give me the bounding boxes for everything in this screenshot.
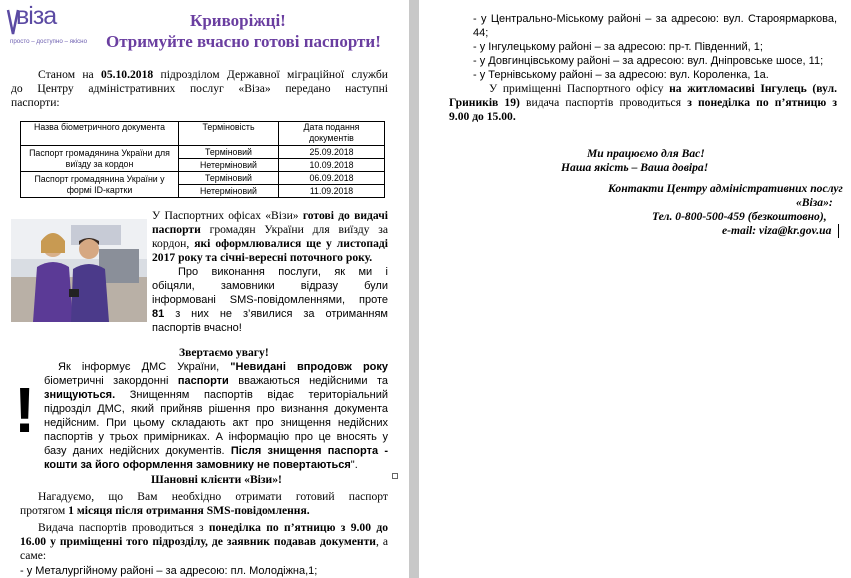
intro-line2: до Центру адміністративних послуг «Віза» передано наступні [11,82,388,95]
clients-heading: Шановні клієнти «Візи»! [151,473,282,486]
attention-heading: Звертаємо увагу! [179,346,269,359]
table-header-row [21,122,385,146]
page-title-line1: Криворіжці! [190,11,286,30]
address-metalurgiinyi: - у Металургійному районі – за адресою: пл. Молодіжна,1; [20,565,318,577]
address-dovhyntsivskyi: - у Довгинцівському районі – за адресою: вул. Дніпровське шосе, 11; [473,55,824,67]
table-cell: Нетерміновий [179,159,279,172]
clients-p2-line3: саме: [20,549,47,562]
offices-line5: Про виконання послуги, як ми і [178,266,388,278]
viza-logo [6,2,86,52]
logo-word: віза [16,2,57,30]
document-page-left [0,0,409,578]
selection-handle[interactable] [392,473,398,479]
attention-line4: підрозділ ДМС, який прийняв рішення про визнання документа [44,403,388,415]
clients-p2-line1: Видача паспортів проводиться з понеділка по п’ятницю з 9.00 до [38,521,388,534]
table-cell: 10.09.2018 [279,159,385,172]
clients-p2-line2: 16.00 у приміщенні того підрозділу, де заявник подавав документи, а [20,535,388,548]
offices-line2: паспорти громадян України для виїзду за [152,223,388,236]
offices-line7: інформовані SMS-повідомленнями, проте [152,294,388,306]
contacts-heading: Контакти Центру адміністративних послуг [608,182,843,195]
table-cell: 11.09.2018 [279,185,385,198]
table-cell: Терміновий [179,172,279,185]
contacts-brand: «Віза»: [796,196,833,209]
text-cursor [838,224,839,238]
inhulets-line2: Гриників 19) видача паспортів проводиться з понеділка по п’ятницю з [449,96,837,109]
offices-line4: 2017 року та січні-вересні поточного року. [152,251,373,264]
table-header: Терміновість [179,122,279,146]
attention-line3: знищуються. Знищенням паспортів відає територіальний [44,389,388,401]
table-cell: Паспорт громадянина України для виїзду за кордон [21,146,179,172]
table-header: Назва біометричного документа [21,122,179,146]
offices-line8: 81 з них не з’явилися за отриманням [152,308,388,320]
address-tsentralno-miskyi-cont: 44; [473,27,489,39]
table-cell: Терміновий [179,146,279,159]
inhulets-line1: У приміщенні Паспортного офісу на житломасиві Інгулець (вул. [489,82,837,95]
contacts-phone: Тел. 0-800-500-459 (безкоштовно), [652,210,827,223]
inhulets-line3: 9.00 до 15.00. [449,110,516,123]
attention-line1: Як інформує ДМС України, "Невидані впродовж року [58,361,389,373]
offices-line3: кордон, які оформлювалися ще у листопаді [152,237,388,250]
table-cell: 25.09.2018 [279,146,385,159]
attention-line6: паспортів у трьох примірниках. А інформацію про це вносять у [44,431,388,443]
table-cell: Нетерміновий [179,185,279,198]
intro-line3: паспорти: [11,96,60,109]
offices-line9: паспортів вчасно! [152,322,242,334]
address-inguletskyi: - у Інгулецькому районі – за адресою: пр-т. Південний, 1; [473,41,763,53]
offices-line1: У Паспортних офісах «Візи» готові до видачі [152,209,388,222]
clients-p1-line2: протягом 1 місяця після отримання SMS-повідомлення. [20,504,310,517]
logo-slogan: просто – доступно – якісно [10,38,88,45]
slogan-line2: Наша якість – Ваша довіра! [561,161,709,174]
table-row [21,172,385,185]
offices-line6: обіцяли, замовники відразу були [152,280,388,292]
attention-line2: біометричні закордонні паспорти вважаються недійсними та [44,375,388,387]
table-row [21,146,385,159]
clients-p1-line1: Нагадуємо, що Вам необхідно отримати готовий паспорт [38,490,388,503]
address-ternivskyi: - у Тернівському районі – за адресою: вул. Короленка, 1а. [473,69,769,81]
intro-line1: Станом на 05.10.2018 підрозділом Державної міграційної служби [38,68,388,81]
table-cell: 06.09.2018 [279,172,385,185]
table-header: Дата подання документів [279,122,385,146]
contacts-email[interactable]: e-mail: viza@kr.gov.ua [722,224,832,237]
table-cell: Паспорт громадянина України у формі ID-картки [21,172,179,198]
page-title-line2: Отримуйте вчасно готові паспорти! [106,32,381,51]
address-tsentralno-miskyi: - у Центрально-Міському районі – за адресою: вул. Староярмаркова, [473,13,837,25]
attention-line8: кошти за його оформлення замовнику не повертаються". [44,459,358,471]
staff-photo [11,219,147,322]
passports-table [20,121,385,198]
document-page-right [419,0,851,578]
exclamation-icon: ! [14,374,36,446]
attention-line5: недійсним. При цьому складають акт про знищення недійсних [44,417,388,429]
attention-line7: базу даних недійсних документів. Після знищення паспорта - [44,445,388,457]
slogan-line1: Ми працюємо для Вас! [587,147,705,160]
